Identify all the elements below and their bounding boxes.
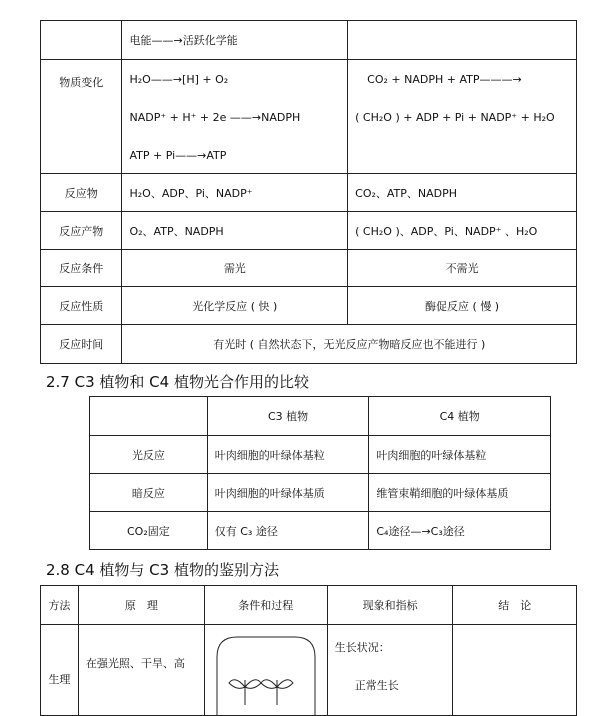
- identification-method-table: [40, 585, 577, 716]
- header-phenomenon: 现象和指标: [327, 586, 453, 625]
- dark-cell: ( CH₂O )、ADP、Pi、NADP⁺ 、H₂O: [348, 212, 577, 250]
- table-row: [41, 60, 577, 174]
- c4-cell: 维管束鞘细胞的叶绿体基质: [369, 474, 551, 512]
- greenhouse-plants-illustration: [215, 635, 327, 715]
- light-cell: O₂、ATP、NADPH: [122, 212, 348, 250]
- dark-cell: CO₂ + NADPH + ATP———→ ( CH₂O ) + ADP + Pi + NADP⁺ + H₂O: [348, 60, 577, 174]
- table-row: [41, 212, 577, 250]
- table-row: [41, 287, 577, 325]
- header-c4: C4 植物: [369, 397, 551, 436]
- row-label: CO₂固定: [90, 512, 208, 550]
- conditions-cell: [204, 625, 327, 716]
- row-label: 物质变化: [41, 60, 122, 174]
- row-label: 反应产物: [41, 212, 122, 250]
- table-row: [90, 512, 551, 550]
- dark-cell: 不需光: [348, 250, 577, 287]
- c4-cell: 叶肉细胞的叶绿体基粒: [369, 436, 551, 474]
- header-method: 方法: [41, 586, 79, 625]
- header-c3: C3 植物: [207, 397, 369, 436]
- c3-cell: 仅有 C₃ 途径: [207, 512, 369, 550]
- c3-cell: 叶肉细胞的叶绿体基质: [207, 474, 369, 512]
- table-header-row: [41, 586, 577, 625]
- row-label: 暗反应: [90, 474, 208, 512]
- header-principle: 原 理: [78, 586, 204, 625]
- row-label: [41, 21, 122, 60]
- dark-cell: 酶促反应 ( 慢 ): [348, 287, 577, 325]
- section-heading-2-7: 2.7 C3 植物和 C4 植物光合作用的比较: [46, 373, 309, 391]
- header-blank: [90, 397, 208, 436]
- light-dark-reaction-table: [40, 20, 577, 364]
- light-cell: H₂O、ADP、Pi、NADP⁺: [122, 174, 348, 212]
- phenomenon-cell: 生长状况： 正常生长: [327, 625, 453, 716]
- light-cell: 需光: [122, 250, 348, 287]
- table-row: [41, 250, 577, 287]
- table-row: [90, 436, 551, 474]
- row-label: 反应条件: [41, 250, 122, 287]
- conclusion-cell: [453, 625, 577, 716]
- table-row: [41, 174, 577, 212]
- dark-cell: [348, 21, 577, 60]
- method-cell: 生理: [41, 625, 79, 716]
- time-cell: 有光时 ( 自然状态下，无光反应产物暗反应也不能进行 ): [122, 325, 577, 364]
- header-conditions: 条件和过程: [204, 586, 327, 625]
- header-conclusion: 结 论: [453, 586, 577, 625]
- light-cell: H₂O——→[H] + O₂ NADP⁺ + H⁺ + 2e ——→NADPH ATP + Pi——→ATP: [122, 60, 348, 174]
- row-label: 反应性质: [41, 287, 122, 325]
- section-heading-2-8: 2.8 C4 植物与 C3 植物的鉴别方法: [46, 561, 279, 579]
- dark-cell: CO₂、ATP、NADPH: [348, 174, 577, 212]
- c3-cell: 叶肉细胞的叶绿体基粒: [207, 436, 369, 474]
- greenhouse-icon: [215, 635, 317, 715]
- table-row: [41, 625, 577, 716]
- c3-c4-comparison-table: [89, 396, 551, 550]
- c4-cell: C₄途径—→C₃途径: [369, 512, 551, 550]
- light-cell: 电能——→活跃化学能: [122, 21, 348, 60]
- table-row: [41, 325, 577, 364]
- table-header-row: [90, 397, 551, 436]
- principle-cell: 在强光照、干旱、高: [78, 625, 204, 716]
- light-cell: 光化学反应 ( 快 ): [122, 287, 348, 325]
- row-label: 光反应: [90, 436, 208, 474]
- table-row: [41, 21, 577, 60]
- row-label: 反应时间: [41, 325, 122, 364]
- row-label: 反应物: [41, 174, 122, 212]
- table-row: [90, 474, 551, 512]
